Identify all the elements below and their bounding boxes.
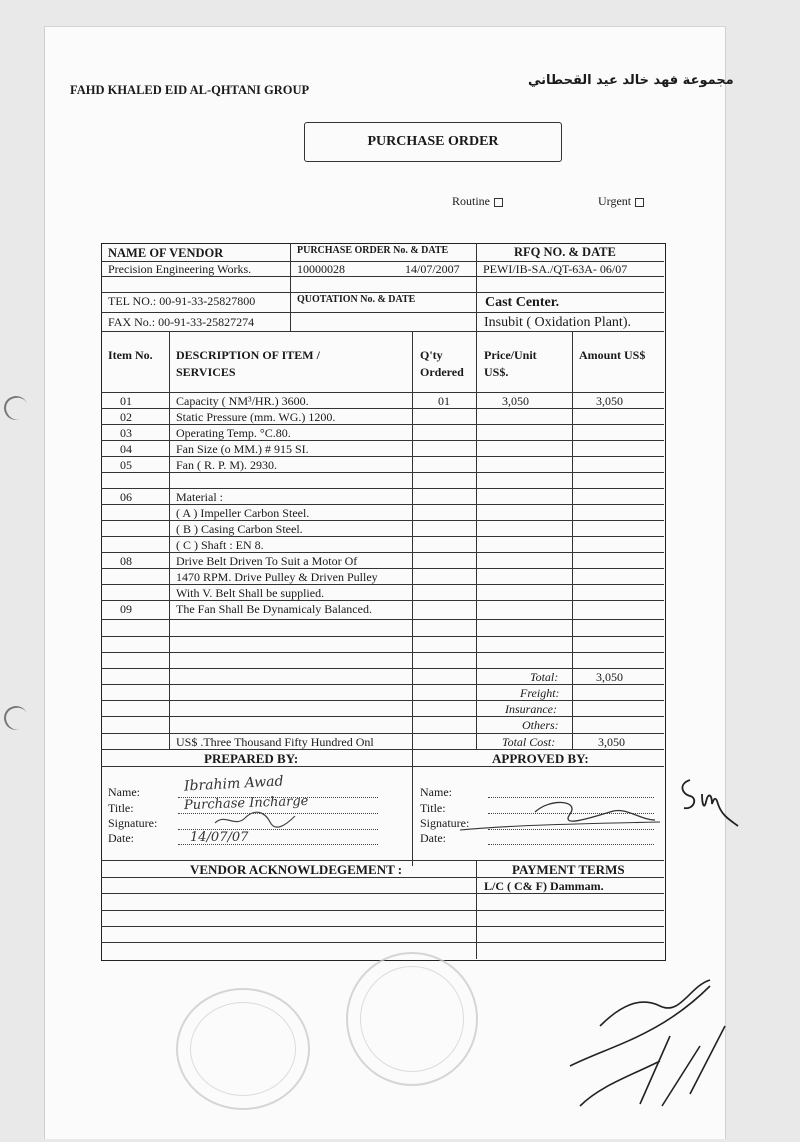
prepared-date-handwritten: 14/07/07 bbox=[190, 830, 249, 845]
grid-row-line bbox=[101, 926, 664, 927]
row-amount: 3,050 bbox=[596, 394, 623, 408]
po-date: 14/07/2007 bbox=[405, 262, 460, 276]
grid-row-line bbox=[101, 276, 664, 277]
grid-row-line bbox=[101, 766, 664, 767]
grid-row-line bbox=[101, 312, 664, 313]
grid-row-line bbox=[101, 636, 664, 637]
grid-col-line bbox=[290, 243, 291, 331]
freight-label: Freight: bbox=[520, 686, 560, 700]
total-label: Total: bbox=[530, 670, 559, 684]
approved-date-label: Date: bbox=[420, 831, 446, 845]
grid-row-line bbox=[101, 408, 664, 409]
grid-col-line bbox=[572, 331, 573, 749]
grid-row-line bbox=[101, 700, 664, 701]
grid-row-line bbox=[101, 716, 664, 717]
vendor-fax: FAX No.: 00-91-33-25827274 bbox=[108, 315, 255, 329]
grid-row-line bbox=[101, 652, 664, 653]
prepared-by-title: PREPARED BY: bbox=[204, 751, 299, 766]
grid-col-line bbox=[476, 331, 477, 749]
routine-label: Routine bbox=[452, 194, 490, 208]
cost-center-label: Cast Center. bbox=[485, 295, 560, 310]
grid-row-line bbox=[101, 424, 664, 425]
row-description: ( B ) Casing Carbon Steel. bbox=[176, 522, 303, 536]
total-cost-label: Total Cost: bbox=[502, 735, 556, 749]
col-qty-header-1: Q'ty bbox=[420, 348, 443, 362]
rfq-value: PEWI/IB-SA./QT-63A- 06/07 bbox=[483, 262, 628, 276]
vendor-label: NAME OF VENDOR bbox=[108, 246, 224, 260]
grid-row-line bbox=[101, 749, 664, 750]
grid-row-line bbox=[101, 942, 664, 943]
row-item-no: 09 bbox=[120, 602, 132, 616]
row-item-no: 04 bbox=[120, 442, 132, 456]
company-stamp-center bbox=[346, 952, 478, 1086]
col-amount-header: Amount US$ bbox=[579, 348, 646, 362]
grid-row-line bbox=[101, 552, 664, 553]
approved-by-title: APPROVED BY: bbox=[492, 751, 589, 766]
grid-row-line bbox=[101, 520, 664, 521]
punch-hole-top bbox=[1, 393, 32, 424]
col-qty-header-2: Ordered bbox=[420, 365, 464, 379]
prepared-signature-label: Signature: bbox=[108, 816, 158, 830]
grid-row-line bbox=[101, 860, 664, 861]
grid-col-line bbox=[476, 243, 477, 331]
grid-row-line bbox=[101, 684, 664, 685]
row-item-no: 06 bbox=[120, 490, 132, 504]
row-description: Fan ( R. P. M). 2930. bbox=[176, 458, 278, 472]
row-item-no: 03 bbox=[120, 426, 132, 440]
row-description: Fan Size (o MM.) # 915 SI. bbox=[176, 442, 309, 456]
company-name: FAHD KHALED EID AL-QHTANI GROUP bbox=[70, 83, 310, 97]
total-value: 3,050 bbox=[596, 670, 623, 684]
vendor-ack-title: VENDOR ACKNOWLDEGEMENT : bbox=[190, 862, 403, 877]
row-description: ( C ) Shaft : EN 8. bbox=[176, 538, 264, 552]
row-item-no: 01 bbox=[120, 394, 132, 408]
grid-row-line bbox=[101, 331, 664, 332]
grid-row-line bbox=[101, 877, 664, 878]
row-description: Material : bbox=[176, 490, 223, 504]
row-description: Drive Belt Driven To Suit a Motor Of bbox=[176, 554, 358, 568]
routine-checkbox[interactable] bbox=[452, 194, 503, 209]
prepared-name-label: Name: bbox=[108, 785, 140, 799]
others-label: Others: bbox=[522, 718, 559, 732]
grid-row-line bbox=[101, 392, 664, 393]
grid-row-line bbox=[101, 893, 664, 894]
row-description: Capacity ( NM³/HR.) 3600. bbox=[176, 394, 309, 408]
grid-row-line bbox=[101, 504, 664, 505]
po-label: PURCHASE ORDER No. & DATE bbox=[297, 245, 449, 256]
urgent-box-icon bbox=[635, 198, 644, 207]
urgent-checkbox[interactable] bbox=[598, 194, 644, 209]
punch-hole-bottom bbox=[1, 703, 32, 734]
grid-row-line bbox=[101, 440, 664, 441]
approved-name-label: Name: bbox=[420, 785, 452, 799]
insurance-label: Insurance: bbox=[505, 702, 557, 716]
margin-signature bbox=[676, 770, 746, 830]
approval-handwriting bbox=[540, 966, 740, 1116]
prepared-title-handwritten: Purchase Incharge bbox=[183, 793, 309, 814]
approved-title-label: Title: bbox=[420, 801, 446, 815]
prepared-name-handwritten: Ibrahim Awad bbox=[183, 773, 284, 795]
col-price-header-2: US$. bbox=[484, 365, 509, 379]
routine-box-icon bbox=[494, 198, 503, 207]
row-description: The Fan Shall Be Dynamicaly Balanced. bbox=[176, 602, 372, 616]
grid-row-line bbox=[101, 488, 664, 489]
grid-row-line bbox=[101, 733, 664, 734]
col-desc-header-1: DESCRIPTION OF ITEM / bbox=[176, 348, 320, 362]
row-quantity: 01 bbox=[438, 394, 450, 408]
grid-col-line bbox=[169, 331, 170, 749]
row-description: ( A ) Impeller Carbon Steel. bbox=[176, 506, 310, 520]
vendor-name: Precision Engineering Works. bbox=[108, 262, 252, 276]
row-description: 1470 RPM. Drive Pulley & Driven Pulley bbox=[176, 570, 378, 584]
approved-signature bbox=[440, 790, 670, 840]
grid-row-line bbox=[101, 619, 664, 620]
row-description: Operating Temp. °C.80. bbox=[176, 426, 291, 440]
grid-row-line bbox=[101, 584, 664, 585]
total-cost-value: 3,050 bbox=[598, 735, 625, 749]
col-desc-header-2: SERVICES bbox=[176, 365, 236, 379]
amount-in-words: US$ .Three Thousand Fifty Hundred Onl bbox=[176, 735, 374, 749]
grid-row-line bbox=[101, 536, 664, 537]
approved-signature-label: Signature: bbox=[420, 816, 470, 830]
grid-row-line bbox=[101, 600, 664, 601]
rfq-label: RFQ NO. & DATE bbox=[514, 245, 616, 259]
document-title: PURCHASE ORDER bbox=[304, 122, 562, 162]
grid-col-line bbox=[476, 860, 477, 959]
row-description: Static Pressure (mm. WG.) 1200. bbox=[176, 410, 336, 424]
urgent-label: Urgent bbox=[598, 194, 632, 208]
po-number: 10000028 bbox=[297, 262, 345, 276]
payment-terms-title: PAYMENT TERMS bbox=[512, 862, 625, 877]
grid-row-line bbox=[101, 910, 664, 911]
approved-date-line bbox=[488, 843, 654, 845]
grid-row-line bbox=[101, 668, 664, 669]
vendor-tel: TEL NO.: 00-91-33-25827800 bbox=[108, 294, 256, 308]
row-description: With V. Belt Shall be supplied. bbox=[176, 586, 325, 600]
quotation-label: QUOTATION No. & DATE bbox=[297, 294, 416, 305]
payment-terms-value: L/C ( C& F) Dammam. bbox=[484, 879, 604, 893]
col-item-header: Item No. bbox=[108, 348, 153, 362]
row-item-no: 08 bbox=[120, 554, 132, 568]
row-item-no: 05 bbox=[120, 458, 132, 472]
company-name-arabic: مجموعة فهد خالد عيد القحطاني bbox=[528, 73, 734, 88]
grid-row-line bbox=[101, 456, 664, 457]
row-item-no: 02 bbox=[120, 410, 132, 424]
company-stamp-left bbox=[176, 988, 310, 1110]
col-price-header-1: Price/Unit bbox=[484, 348, 537, 362]
row-price: 3,050 bbox=[502, 394, 529, 408]
grid-col-line bbox=[412, 331, 413, 866]
prepared-title-label: Title: bbox=[108, 801, 134, 815]
grid-row-line bbox=[101, 568, 664, 569]
prepared-signature bbox=[210, 808, 300, 830]
grid-row-line bbox=[101, 472, 664, 473]
cost-center-value: Insubit ( Oxidation Plant). bbox=[484, 315, 631, 330]
prepared-date-label: Date: bbox=[108, 831, 134, 845]
